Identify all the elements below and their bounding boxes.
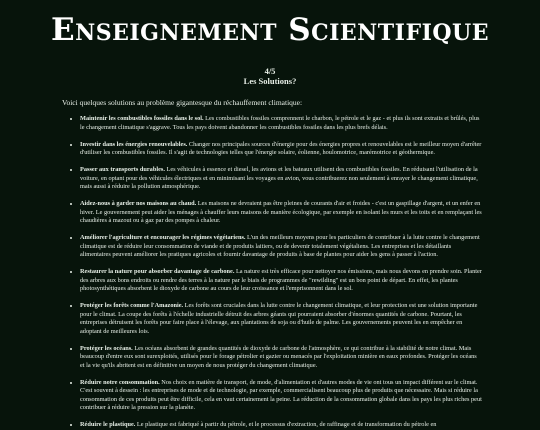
intro-text: Voici quelques solutions au problème gigantesque du réchauffement climatique: [62,98,303,107]
solution-title: Aidez-nous à garder nos maisons au chaud. [80,200,197,207]
list-item [80,421,482,430]
solution-text: Les maisons ne devraient pas être pleines de courants d'air et froides - c'est un gaspillage d'argent, et un enfer en hiver. Le gouvernement peut aider les ménages à chauffer leurs maisons de manière écologique, par exemple en isolant les murs et les toits et en remplaçant les chaudières à mazout ou à gaz par des pompes à chaleur. [80,200,482,224]
solution-text: La nature est très efficace pour nettoyer nos émissions, mais nous devons en prendre soin. Planter des arbres aux bons endroits ou rendre des terres à la nature par le biais de programmes de "rewilding" est un bon point de départ. En effet, les plantes photosynthétiques absorbent le dioxyde de carbone au cours de leur croissance et l'emprisonnent dans le sol. [80,268,482,292]
page-number: 4/5 [264,66,276,76]
list-item [80,268,482,294]
solution-text: L'un des meilleurs moyens pour les particuliers de contribuer à la lutte contre le changement climatique est de réduire leur consommation de viande et de produits laitiers, ou de devenir totalement végétaliens. Les entreprises et les détaillants alimentaires peuvent améliorer les pratiques agricoles et fournir davantage de produits à base de plantes pour aider les gens à passer à l'action. [80,234,480,258]
solution-text: Le plastique est fabriqué à partir du pétrole, et le processus d'extraction, de raffinage et de transformation du pétrole en [135,421,437,428]
list-item [80,200,482,226]
solution-title: Investir dans les énergies renouvelables. [80,140,188,148]
solution-title: Maintenir les combustibles fossiles dans le sol. [80,115,204,122]
page-subtitle: Les Solutions? [243,76,297,86]
solution-text: Les océans absorbent de grandes quantités de dioxyde de carbone de l'atmosphère, ce qui contribue à la stabilité de notre climat. Mais beaucoup d'entre eux sont surexploités, utilisés pour le forage pétrolier et gazier ou menacés par l'exploitation minière en eaux profondes. Protéger les océans et la vie qu'ils abritent est en définitive un moyen de nous protéger du changement climatique. [80,344,477,369]
solution-title: Protéger les forêts comme l'Amazonie. [80,302,184,309]
solution-title: Protéger les océans. [80,344,133,352]
solution-title: Améliorer l'agriculture et encourager les régimes végétariens. [80,234,246,241]
solutions-list [0,115,540,430]
list-item [80,302,482,336]
solution-text: Les combustibles fossiles comprennent le charbon, le pétrole et le gaz - et plus ils sont extraits et brûlés, plus le changement climatique s'aggrave. Tous les pays doivent abandonner les combustibles fossiles dans les plus brefs délais. [80,115,480,131]
solution-title: Réduire notre consommation. [80,378,160,386]
solution-title: Restaurer la nature pour absorber davantage de carbone. [80,268,235,275]
solution-text: Nos choix en matière de transport, de mode, d'alimentation et d'autres modes de vie ont tous un impact différent sur le climat. C'est souvent à dessein : les entreprises de mode et de technologie, par exemple, commercialisent beaucoup plus de produits que nécessaire. Mais si réduire la consommation de ces produits peut être difficile, cela en vaut certainement la peine. La réduction de la consommation globale dans les pays les plus riches peut contribuer à réduire la pression sur la planète. [80,378,482,411]
list-item [80,115,482,132]
list-item [80,345,482,371]
solution-title: Passer aux transports durables. [80,166,165,173]
solution-text: Changer nos principales sources d'énergie pour des énergies propres et renouvelables est le meilleur moyen d'arrêter d'utiliser les combustibles fossiles. Il s'agit de technologies telles que l'énergie solaire, éolienne, houlomotrice, marémotrice et géothermique. [80,140,482,156]
list-item [80,166,482,192]
page-header [0,66,540,86]
list-item [80,141,482,158]
solution-text: Les forêts sont cruciales dans la lutte contre le changement climatique, et leur protection est une solution importante pour le climat. La coupe des forêts à l'échelle industrielle détruit des arbres géants qui pourraient absorber d'énormes quantités de carbone. Pourtant, les entreprises détruisent les forêts pour faire place à l'élevage, aux plantations de soja ou d'huile de palme. Les gouvernements peuvent les en empêcher en adoptant de meilleures lois. [80,302,478,335]
list-item [80,379,482,413]
solution-text: Les véhicules à essence et diesel, les avions et les bateaux utilisent des combustibles fossiles. En réduisant l'utilisation de la voiture, en optant pour des véhicules électriques et en minimisant les voyages en avion, vous contribuerez non seulement à enrayer le changement climatique, mais aussi à réduire la pollution atmosphérique. [80,166,478,190]
site-title: Enseignement Scientifique [50,12,489,48]
list-item [80,234,482,260]
solution-title: Réduire le plastique. [80,421,136,428]
